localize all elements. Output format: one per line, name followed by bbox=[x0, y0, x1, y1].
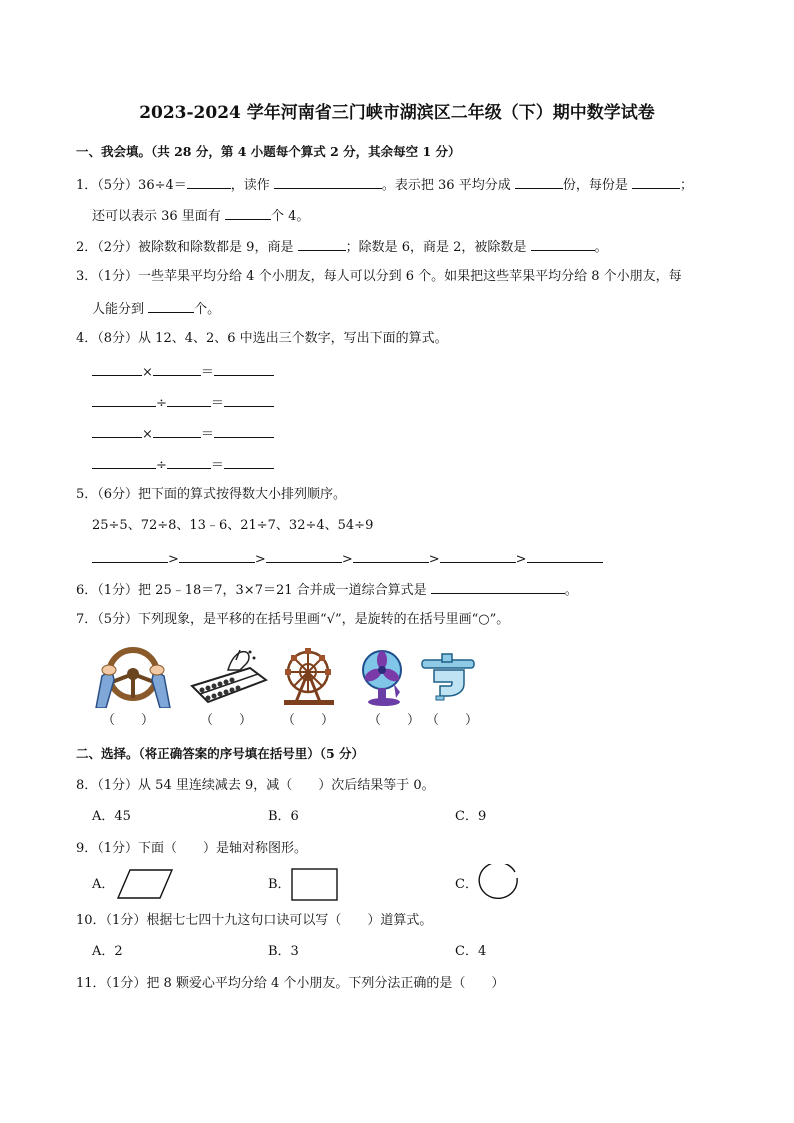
rectangle-icon bbox=[291, 868, 339, 902]
q1-text-e: ； bbox=[680, 178, 694, 193]
answer-blank[interactable] bbox=[527, 549, 603, 563]
option-b[interactable]: B．6 bbox=[268, 809, 299, 824]
greater-than-sign: > bbox=[428, 552, 440, 567]
greater-than-sign: > bbox=[254, 552, 266, 567]
question-4: 4．（8分）从 12、4、2、6 中选出三个数字，写出下面的算式。 bbox=[76, 331, 448, 346]
answer-blank[interactable] bbox=[153, 424, 201, 438]
option-a[interactable]: A．45 bbox=[92, 809, 131, 824]
answer-blank[interactable] bbox=[431, 580, 565, 594]
question-7: 7．（5分）下列现象，是平移的在括号里画“√”，是旋转的在括号里画“○”。 bbox=[76, 612, 510, 627]
question-5: 5．（6分）把下面的算式按得数大小排列顺序。 bbox=[76, 487, 347, 502]
question-1-line-1 bbox=[76, 175, 693, 195]
equation-row-1 bbox=[92, 362, 274, 382]
steering-wheel-icon bbox=[92, 646, 174, 708]
answer-blank[interactable] bbox=[167, 455, 211, 469]
question-1-line-2 bbox=[92, 206, 309, 226]
answer-blank[interactable] bbox=[92, 549, 168, 563]
parallelogram-icon bbox=[116, 868, 174, 900]
option-a[interactable]: A．2 bbox=[92, 944, 123, 959]
answer-blank[interactable] bbox=[224, 455, 274, 469]
answer-blank[interactable] bbox=[531, 237, 595, 251]
times-sign: × bbox=[142, 427, 153, 442]
divide-sign: ÷ bbox=[156, 458, 167, 473]
answer-blank[interactable] bbox=[440, 549, 516, 563]
greater-than-sign: > bbox=[515, 552, 527, 567]
equation-row-3 bbox=[92, 424, 274, 444]
option-b[interactable] bbox=[268, 876, 291, 894]
q2-text-a: 2．（2分）被除数和除数都是 9，商是 bbox=[76, 240, 294, 255]
equation-row-2 bbox=[92, 393, 274, 413]
times-sign: × bbox=[142, 365, 153, 380]
question-9: 9．（1分）下面（ ）是轴对称图形。 bbox=[76, 841, 308, 856]
answer-blank[interactable] bbox=[274, 175, 382, 189]
answer-parentheses[interactable]: （ ） bbox=[200, 713, 253, 728]
greater-than-sign: > bbox=[168, 552, 179, 567]
equation-row-4 bbox=[92, 455, 274, 475]
section-1-heading: 一、我会填。（共 28 分，第 4 小题每个算式 2 分，其余每空 1 分） bbox=[76, 144, 461, 159]
option-a-label: A． bbox=[92, 877, 115, 892]
question-10: 10．（1分）根据七七四十九这句口诀可以写（ ）道算式。 bbox=[76, 913, 433, 928]
option-c[interactable]: C．4 bbox=[455, 944, 487, 959]
q2-text-c: 。 bbox=[594, 240, 608, 255]
equals-sign: ＝ bbox=[210, 458, 224, 473]
ordering-row bbox=[92, 549, 603, 569]
option-b[interactable]: B．3 bbox=[268, 944, 299, 959]
answer-blank[interactable] bbox=[353, 549, 429, 563]
answer-blank[interactable] bbox=[632, 175, 680, 189]
equals-sign: ＝ bbox=[200, 427, 214, 442]
q3-text-b: 人能分到 bbox=[92, 302, 145, 317]
q6-text-b: 。 bbox=[564, 583, 578, 598]
answer-blank[interactable] bbox=[214, 424, 274, 438]
answer-blank[interactable] bbox=[179, 549, 255, 563]
electric-fan-picture bbox=[360, 648, 410, 712]
answer-blank[interactable] bbox=[92, 393, 156, 407]
abacus-icon bbox=[188, 646, 268, 708]
question-2 bbox=[76, 237, 608, 257]
q2-text-b: ；除数是 6，商是 2，被除数是 bbox=[345, 240, 527, 255]
q1-text-b: ，读作 bbox=[230, 178, 270, 193]
question-11: 11．（1分）把 8 颗爱心平均分给 4 个小朋友。下列分法正确的是（ ） bbox=[76, 976, 505, 991]
water-faucet-icon bbox=[420, 650, 476, 706]
option-a[interactable] bbox=[92, 876, 114, 894]
question-3-line-1: 3．（1分）一些苹果平均分给 4 个小朋友，每人可以分到 6 个。如果把这些苹果平均分给 8 个小朋友，每 bbox=[76, 269, 682, 284]
q1-text-f: 还可以表示 36 里面有 bbox=[92, 209, 221, 224]
equals-sign: ＝ bbox=[210, 396, 224, 411]
answer-parentheses[interactable]: （ ） bbox=[368, 713, 421, 728]
divide-sign: ÷ bbox=[156, 396, 167, 411]
equals-sign: ＝ bbox=[200, 365, 214, 380]
answer-blank[interactable] bbox=[187, 175, 231, 189]
q1-text-g: 个 4。 bbox=[270, 209, 310, 224]
answer-blank[interactable] bbox=[92, 424, 142, 438]
water-faucet-picture bbox=[420, 650, 476, 710]
answer-blank[interactable] bbox=[214, 362, 274, 376]
electric-fan-icon bbox=[360, 648, 410, 708]
answer-blank[interactable] bbox=[266, 549, 342, 563]
q3-text-c: 个。 bbox=[194, 302, 221, 317]
answer-blank[interactable] bbox=[298, 237, 346, 251]
answer-parentheses[interactable]: （ ） bbox=[282, 713, 335, 728]
option-c-label: C． bbox=[455, 877, 478, 892]
answer-blank[interactable] bbox=[224, 393, 274, 407]
answer-parentheses[interactable]: （ ） bbox=[102, 713, 155, 728]
q1-text-a: 1．（5分）36÷4＝ bbox=[76, 178, 187, 193]
question-5-expressions: 25÷5、72÷8、13﹣6、21÷7、32÷4、54÷9 bbox=[92, 518, 374, 533]
section-2-heading: 二、选择。（将正确答案的序号填在括号里）（5 分） bbox=[76, 746, 365, 761]
answer-blank[interactable] bbox=[167, 393, 211, 407]
greater-than-sign: > bbox=[341, 552, 353, 567]
question-8: 8．（1分）从 54 里连续减去 9，减（ ）次后结果等于 0。 bbox=[76, 778, 435, 793]
answer-blank[interactable] bbox=[515, 175, 563, 189]
q1-text-d: 份，每份是 bbox=[562, 178, 628, 193]
q1-text-c: 。表示把 36 平均分成 bbox=[381, 178, 511, 193]
option-b-label: B． bbox=[268, 877, 291, 892]
steering-wheel-picture bbox=[92, 646, 174, 712]
answer-blank[interactable] bbox=[92, 362, 142, 376]
page-title: 2023-2024 学年河南省三门峡市湖滨区二年级（下）期中数学试卷 bbox=[139, 103, 655, 123]
answer-parentheses[interactable]: （ ） bbox=[426, 713, 479, 728]
answer-blank[interactable] bbox=[148, 299, 194, 313]
circle-icon bbox=[477, 864, 521, 904]
answer-blank[interactable] bbox=[92, 455, 156, 469]
answer-blank[interactable] bbox=[225, 206, 271, 220]
abacus-picture bbox=[188, 646, 268, 712]
answer-blank[interactable] bbox=[153, 362, 201, 376]
option-c[interactable]: C．9 bbox=[455, 809, 487, 824]
question-6 bbox=[76, 580, 578, 600]
question-3-line-2 bbox=[92, 299, 220, 319]
q6-text-a: 6．（1分）把 25﹣18＝7，3×7＝21 合并成一道综合算式是 bbox=[76, 583, 427, 598]
ferris-wheel-picture bbox=[276, 646, 340, 712]
ferris-wheel-icon bbox=[276, 646, 340, 708]
option-c[interactable] bbox=[455, 876, 478, 894]
